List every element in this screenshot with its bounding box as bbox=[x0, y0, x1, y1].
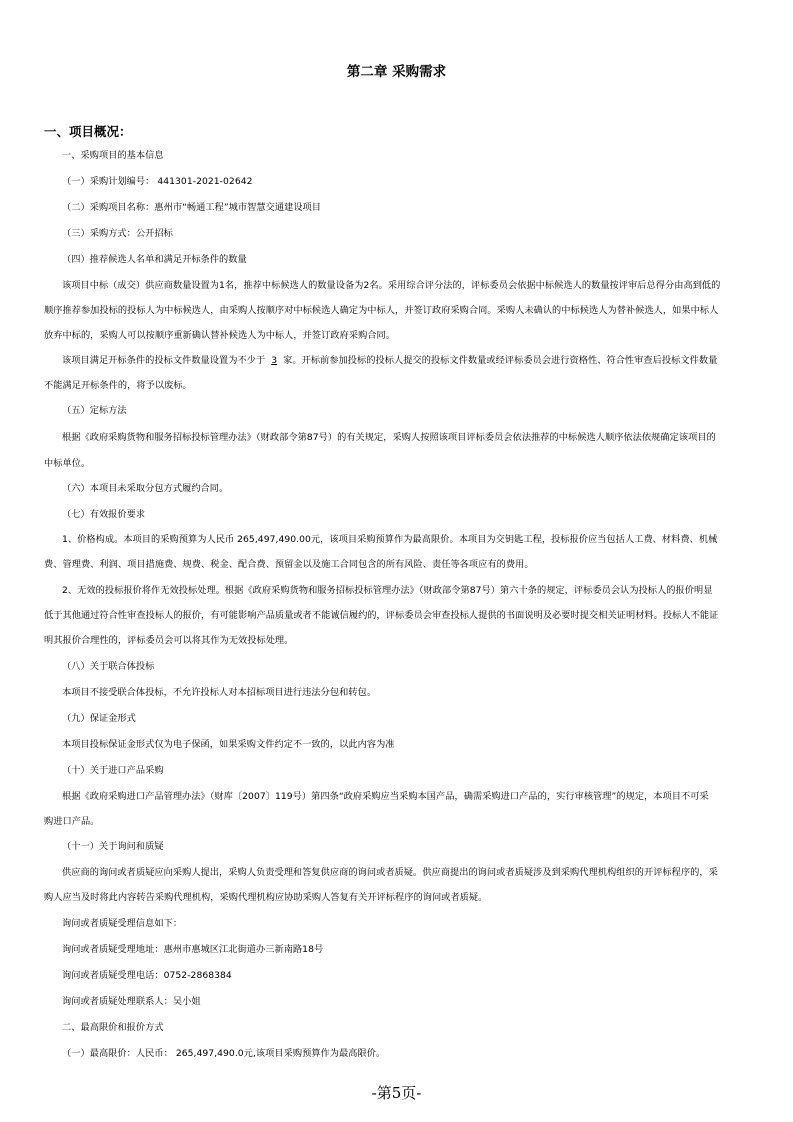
chapter-title: 第二章 采购需求 bbox=[346, 64, 447, 80]
text-line: （一）采购计划编号： 441301-2021-02642 bbox=[62, 176, 253, 187]
page-number: -第5页- bbox=[371, 1084, 422, 1102]
text-line: 低于其他通过符合性审查投标人的报价，有可能影响产品质量或者不能诚信履约的，评标委员会审查投标人提供的书面说明及必要时提交相关证明材料。投标人不能证 bbox=[44, 610, 719, 621]
text-line: 购进口产品。 bbox=[44, 816, 100, 827]
text-line: （八）关于联合体投标 bbox=[62, 661, 155, 672]
threshold-text-before: 该项目满足开标条件的投标文件数量设置为不少于 bbox=[62, 355, 266, 366]
text-line: 明其报价合理性的，评标委员会可以将其作为无效投标处理。 bbox=[44, 635, 294, 646]
text-line: 费、管理费、利润、项目措施费、规费、税金、配合费、预留金以及施工合同包含的所有风险、责任等各项应有的费用。 bbox=[44, 559, 534, 570]
text-line: （五）定标方法 bbox=[62, 405, 127, 416]
text-line: 根据《政府采购进口产品管理办法》（财库〔2007〕119号）第四条“政府采购应当采购本国产品，确需采购进口产品的，实行审核管理”的规定，本项目不可采 bbox=[62, 791, 709, 802]
text-line: （二）采购项目名称：惠州市“畅通工程”城市智慧交通建设项目 bbox=[62, 202, 322, 213]
section-heading: 一、项目概况： bbox=[44, 124, 132, 139]
text-line: （十）关于进口产品采购 bbox=[62, 765, 164, 776]
text-line: （七）有效报价要求 bbox=[62, 509, 146, 520]
text-line: 2、无效的投标报价将作无效投标处理。根据《政府采购货物和服务招标投标管理办法》（财政部令第87号）第六十条的规定，评标委员会认为投标人的报价明显 bbox=[62, 585, 713, 596]
text-line: 购人应当及时将此内容转告采购代理机构，采购代理机构应协助采购人答复有关开评标程序的询问或者质疑。 bbox=[44, 892, 488, 903]
threshold-text-after: 家。开标前参加投标的投标人提交的投标文件数量或经评标委员会进行资格性、符合性审查后投标文件数量 bbox=[283, 355, 718, 366]
text-line: 询问或者质疑处理联系人：吴小姐 bbox=[62, 996, 201, 1007]
text-line: 供应商的询问或者质疑应向采购人提出，采购人负责受理和答复供应商的询问或者质疑。供应商提出的询问或者质疑涉及到采购代理机构组织的开评标程序的，采 bbox=[62, 867, 718, 878]
text-line: 放弃中标的，采购人可以按顺序重新确认替补候选人为中标人，并签订政府采购合同。 bbox=[44, 330, 396, 341]
text-line: （六）本项目未采取分包方式履约合同。 bbox=[62, 483, 229, 494]
text-line: （九）保证金形式 bbox=[62, 713, 136, 724]
text-line: 询问或者质疑受理信息如下： bbox=[62, 918, 183, 929]
text-line: 1、价格构成。本项目的采购预算为人民币 265,497,490.00元，该项目采购预算作为最高限价。本项目为交钥匙工程，投标报价应当包括人工费、材料费、机械 bbox=[62, 534, 718, 545]
text-line: 询问或者质疑受理电话：0752-2868384 bbox=[62, 970, 232, 981]
text-line: 顺序推荐参加投标的投标人为中标候选人，由采购人按顺序对中标候选人确定为中标人，并签订政府采购合同。采购人未确认的中标候选人为替补候选人，如果中标人 bbox=[44, 305, 719, 316]
text-line: 本项目投标保证金形式仅为电子保函，如果采购文件约定不一致的，以此内容为准 bbox=[62, 739, 395, 750]
text-line: （一）最高限价：人民币： 265,497,490.0元,该项目采购预算作为最高限价。 bbox=[62, 1048, 386, 1059]
text-line: 根据《政府采购货物和服务招标投标管理办法》（财政部令第87号）的有关规定，采购人按照该项目评标委员会依法推荐的中标候选人顺序依法依规确定该项目的 bbox=[62, 432, 716, 443]
text-line: （四）推荐候选人名单和满足开标条件的数量 bbox=[62, 254, 247, 265]
text-line: （十一）关于询问和质疑 bbox=[62, 841, 164, 852]
text-line: 一、采购项目的基本信息 bbox=[62, 150, 164, 161]
threshold-number: 3 bbox=[271, 355, 278, 366]
text-line: 二、最高限价和报价方式 bbox=[62, 1022, 164, 1033]
text-line: 中标单位。 bbox=[44, 458, 91, 469]
text-line: （三）采购方式：公开招标 bbox=[62, 228, 173, 239]
text-line: 询问或者质疑受理地址：惠州市惠城区江北街道办三新南路18号 bbox=[62, 944, 324, 955]
text-line: 该项目中标（成交）供应商数量设置为1名，推荐中标候选人的数量设备为2名。采用综合评分法的，评标委员会依据中标候选人的数量按评审后总得分由高到低的 bbox=[62, 280, 721, 291]
text-line: 不能满足开标条件的，将予以废标。 bbox=[44, 380, 192, 391]
threshold-line bbox=[62, 355, 717, 367]
text-line: 本项目不接受联合体投标，不允许投标人对本招标项目进行违法分包和转包。 bbox=[62, 687, 377, 698]
